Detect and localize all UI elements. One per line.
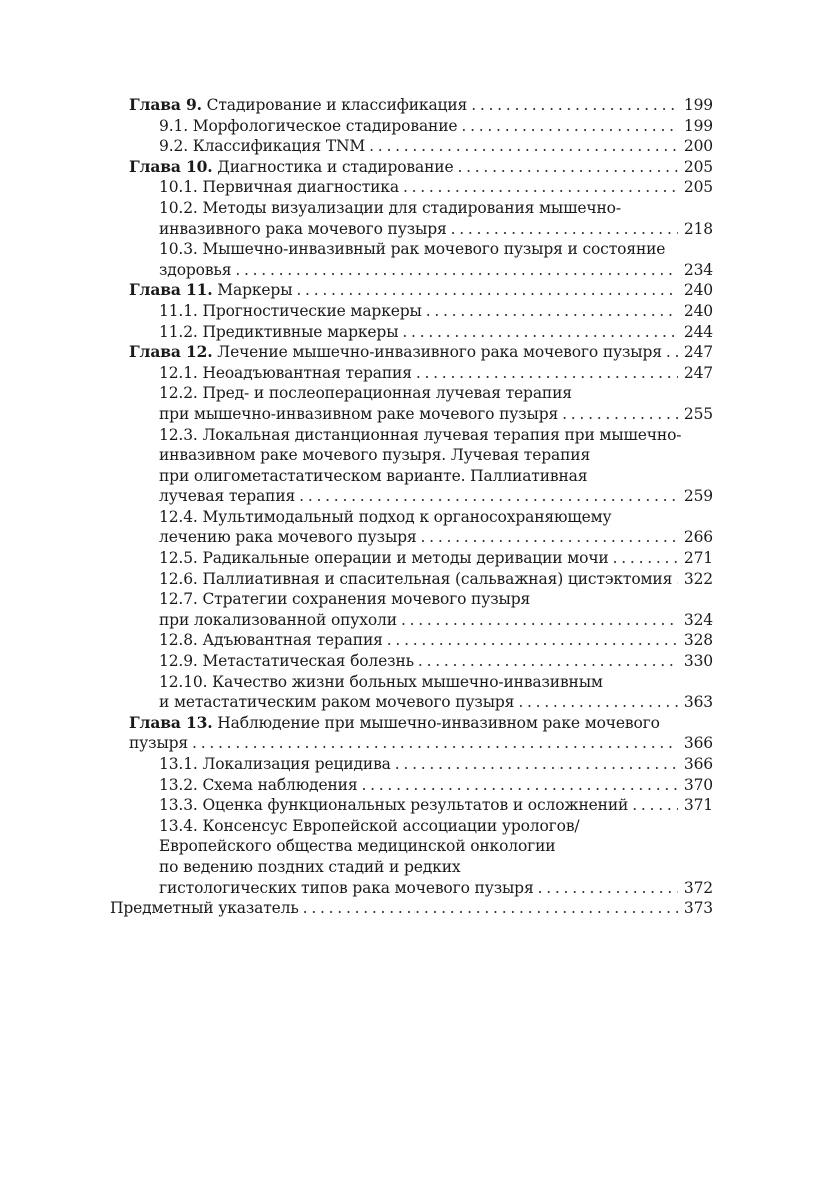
toc-title-text: и метастатическим раком мочевого пузыря xyxy=(159,693,515,712)
toc-title-text: 13.4. Консенсус Европейской ассоциации урологов/ xyxy=(159,816,580,835)
toc-line xyxy=(0,363,713,384)
toc-title-text: 11.2. Предиктивные маркеры xyxy=(159,322,399,341)
toc-title-text: Предметный указатель xyxy=(110,899,299,918)
page-number: 266 xyxy=(683,528,713,547)
toc-section-entry xyxy=(0,569,837,590)
toc-line xyxy=(0,177,713,198)
toc-section-entry xyxy=(0,136,837,157)
toc-line xyxy=(0,301,713,322)
dot-leader xyxy=(676,569,678,590)
toc-title-text: Глава 12. Лечение мышечно-инвазивного рака мочевого пузыря xyxy=(129,342,662,362)
toc-line xyxy=(0,260,713,281)
toc-title-text: инвазивном раке мочевого пузыря. Лучевая терапия xyxy=(159,446,591,465)
toc-line xyxy=(0,569,713,590)
page-number: 271 xyxy=(683,549,713,568)
dot-leader xyxy=(303,898,678,919)
page-number: 330 xyxy=(683,652,713,671)
toc-title-text: лучевая терапия xyxy=(159,487,296,506)
toc-section-entry xyxy=(0,816,837,898)
toc-title-text: 10.1. Первичная диагностика xyxy=(159,178,399,197)
toc-title-text: лечению рака мочевого пузыря xyxy=(159,528,417,547)
toc-line xyxy=(0,898,713,919)
toc-line xyxy=(0,878,713,899)
dot-leader xyxy=(666,342,678,363)
toc-line xyxy=(0,692,713,713)
toc-line xyxy=(0,404,713,425)
page-number: 199 xyxy=(683,96,713,114)
toc-line xyxy=(0,342,713,363)
page-number: 240 xyxy=(683,301,713,320)
toc-line xyxy=(0,713,713,734)
dot-leader xyxy=(451,219,678,240)
chapter-label: Глава 10. xyxy=(129,156,213,176)
chapter-label: Глава 9. xyxy=(129,95,202,114)
toc-line xyxy=(0,589,713,610)
page-number: 370 xyxy=(683,775,713,794)
toc-line xyxy=(0,157,713,178)
toc-line xyxy=(0,775,713,796)
page-number: 199 xyxy=(683,116,713,135)
toc-title-text: 9.2. Классификация TNM xyxy=(159,137,366,156)
toc-section-entry xyxy=(0,548,837,569)
toc-line xyxy=(0,383,713,404)
toc-chapter-entry xyxy=(0,157,837,178)
dot-leader xyxy=(457,157,678,178)
toc-title-text: инвазивного рака мочевого пузыря xyxy=(159,219,447,238)
chapter-label: Глава 12. xyxy=(129,342,213,362)
toc-title-text: 9.1. Морфологическое стадирование xyxy=(159,116,458,135)
page-number: 371 xyxy=(683,796,713,815)
toc-line xyxy=(0,672,713,693)
page-number: 322 xyxy=(683,569,713,588)
toc-title-text: 12.8. Адъювантная терапия xyxy=(159,631,383,650)
page-number: 247 xyxy=(683,343,713,362)
page-number: 363 xyxy=(683,693,713,712)
toc-title-text: 10.2. Методы визуализации для стадирования мышечно- xyxy=(159,198,621,217)
dot-leader xyxy=(416,363,678,384)
page-number: 373 xyxy=(683,899,713,918)
toc-section-entry xyxy=(0,322,837,343)
toc-section-entry xyxy=(0,651,837,672)
toc-line xyxy=(0,527,713,548)
toc-section-entry xyxy=(0,795,837,816)
page-number: 205 xyxy=(683,157,713,176)
toc-line xyxy=(0,466,713,487)
toc-title-text: при мышечно-инвазивном раке мочевого пузыря xyxy=(159,404,559,423)
dot-leader xyxy=(461,116,678,137)
toc-section-entry xyxy=(0,177,837,198)
dot-leader xyxy=(369,136,678,157)
page-number: 366 xyxy=(683,755,713,773)
toc-line xyxy=(0,486,713,507)
toc-section-entry xyxy=(0,672,837,713)
toc-title-text: при локализованной опухоли xyxy=(159,610,397,629)
toc-line xyxy=(0,95,713,116)
toc-chapter-entry xyxy=(0,95,837,116)
dot-leader xyxy=(387,630,678,651)
page-number: 234 xyxy=(683,260,713,279)
page-number: 200 xyxy=(683,137,713,156)
dot-leader xyxy=(562,404,678,425)
toc-title-text: 13.1. Локализация рецидива xyxy=(159,755,391,773)
page-number: 372 xyxy=(683,878,713,897)
toc-section-entry xyxy=(0,775,837,796)
toc-title-text: 13.2. Схема наблюдения xyxy=(159,775,358,794)
toc-line xyxy=(0,280,713,301)
toc-chapter-entry xyxy=(0,713,837,754)
toc-title-text: 12.6. Паллиативная и спасительная (сальважная) цистэктомия xyxy=(159,569,673,588)
toc-title-text: при олигометастатическом варианте. Паллиативная xyxy=(159,466,588,485)
toc-title-text: 12.7. Стратегии сохранения мочевого пузыря xyxy=(159,590,531,609)
page-number: 205 xyxy=(683,178,713,197)
dot-leader xyxy=(403,177,678,198)
toc-title-text: Глава 9. Стадирование и классификация xyxy=(129,95,468,114)
toc-title-text: 12.10. Качество жизни больных мышечно-инвазивным xyxy=(159,672,603,691)
toc-section-entry xyxy=(0,630,837,651)
toc-title-text: Глава 11. Маркеры xyxy=(129,280,293,300)
dot-leader xyxy=(361,775,678,796)
page-number: 259 xyxy=(683,487,713,506)
toc-index-entry xyxy=(0,898,837,919)
toc-line xyxy=(0,816,713,837)
toc-title-text: Глава 13. Наблюдение при мышечно-инвазивном раке мочевого xyxy=(129,712,660,732)
toc-line xyxy=(0,651,713,672)
toc-line xyxy=(0,198,713,219)
toc-line xyxy=(0,136,713,157)
dot-leader xyxy=(235,260,678,281)
toc-section-entry xyxy=(0,116,837,137)
toc-title-text: пузыря xyxy=(129,734,189,753)
dot-leader xyxy=(518,692,678,713)
toc-section-entry xyxy=(0,301,837,322)
toc-section-entry xyxy=(0,589,837,630)
page-number: 240 xyxy=(683,281,713,300)
dot-leader xyxy=(538,878,678,899)
toc-section-entry xyxy=(0,363,837,384)
dot-leader xyxy=(471,95,678,116)
toc-section-entry xyxy=(0,507,837,548)
toc-line xyxy=(0,630,713,651)
toc-title-text: 10.3. Мышечно-инвазивный рак мочевого пузыря и состояние xyxy=(159,240,666,259)
dot-leader xyxy=(421,527,678,548)
dot-leader xyxy=(192,733,678,754)
toc-section-entry xyxy=(0,198,837,239)
toc-line xyxy=(0,795,713,816)
toc-title-text: 12.1. Неоадъювантная терапия xyxy=(159,363,412,382)
toc-title-text: здоровья xyxy=(159,260,232,279)
toc-line xyxy=(0,754,713,775)
dot-leader xyxy=(395,754,678,775)
toc-chapter-entry xyxy=(0,342,837,363)
toc-line xyxy=(0,548,713,569)
toc-title-text: 12.5. Радикальные операции и методы деривации мочи xyxy=(159,549,609,568)
toc-chapter-entry xyxy=(0,280,837,301)
dot-leader xyxy=(299,486,678,507)
toc-line xyxy=(0,445,713,466)
toc-title-text: 13.3. Оценка функциональных результатов и осложнений xyxy=(159,796,629,815)
toc-title-text: по ведению поздних стадий и редких xyxy=(159,857,461,876)
toc-line xyxy=(0,239,713,260)
toc-title-text: 12.3. Локальная дистанционная лучевая терапия при мышечно- xyxy=(159,425,682,444)
chapter-label: Глава 11. xyxy=(129,280,213,300)
toc-line xyxy=(0,425,713,446)
toc-title-text: 11.1. Прогностические маркеры xyxy=(159,301,422,320)
toc-line xyxy=(0,507,713,528)
toc-title-text: 12.9. Метастатическая болезнь xyxy=(159,652,414,671)
toc-title-text: Европейского общества медицинской онкологии xyxy=(159,837,556,856)
toc-line xyxy=(0,836,713,857)
dot-leader xyxy=(613,548,678,569)
page-number: 255 xyxy=(683,404,713,423)
page-number: 328 xyxy=(683,631,713,650)
dot-leader xyxy=(401,610,678,631)
page-number: 218 xyxy=(683,219,713,238)
toc-section-entry xyxy=(0,754,837,775)
dot-leader xyxy=(296,280,678,301)
toc-section-entry xyxy=(0,383,837,424)
toc-line xyxy=(0,857,713,878)
page-number: 324 xyxy=(683,610,713,629)
toc-line xyxy=(0,116,713,137)
toc-title-text: 12.2. Пред- и послеоперационная лучевая терапия xyxy=(159,384,572,403)
toc-section-entry xyxy=(0,239,837,280)
toc-line xyxy=(0,733,713,754)
toc-title-text: 12.4. Мультимодальный подход к органосохраняющему xyxy=(159,507,612,526)
dot-leader xyxy=(426,301,678,322)
toc-title-text: Глава 10. Диагностика и стадирование xyxy=(129,156,454,176)
dot-leader xyxy=(418,651,678,672)
dot-leader xyxy=(402,322,678,343)
dot-leader xyxy=(632,795,678,816)
table-of-contents xyxy=(0,95,837,919)
toc-title-text: гистологических типов рака мочевого пузыря xyxy=(159,878,534,897)
toc-line xyxy=(0,610,713,631)
toc-section-entry xyxy=(0,425,837,507)
chapter-label: Глава 13. xyxy=(129,712,213,732)
page-number: 244 xyxy=(683,322,713,341)
toc-line xyxy=(0,322,713,343)
toc-line xyxy=(0,219,713,240)
page-number: 366 xyxy=(683,734,713,753)
page-number: 247 xyxy=(683,363,713,382)
